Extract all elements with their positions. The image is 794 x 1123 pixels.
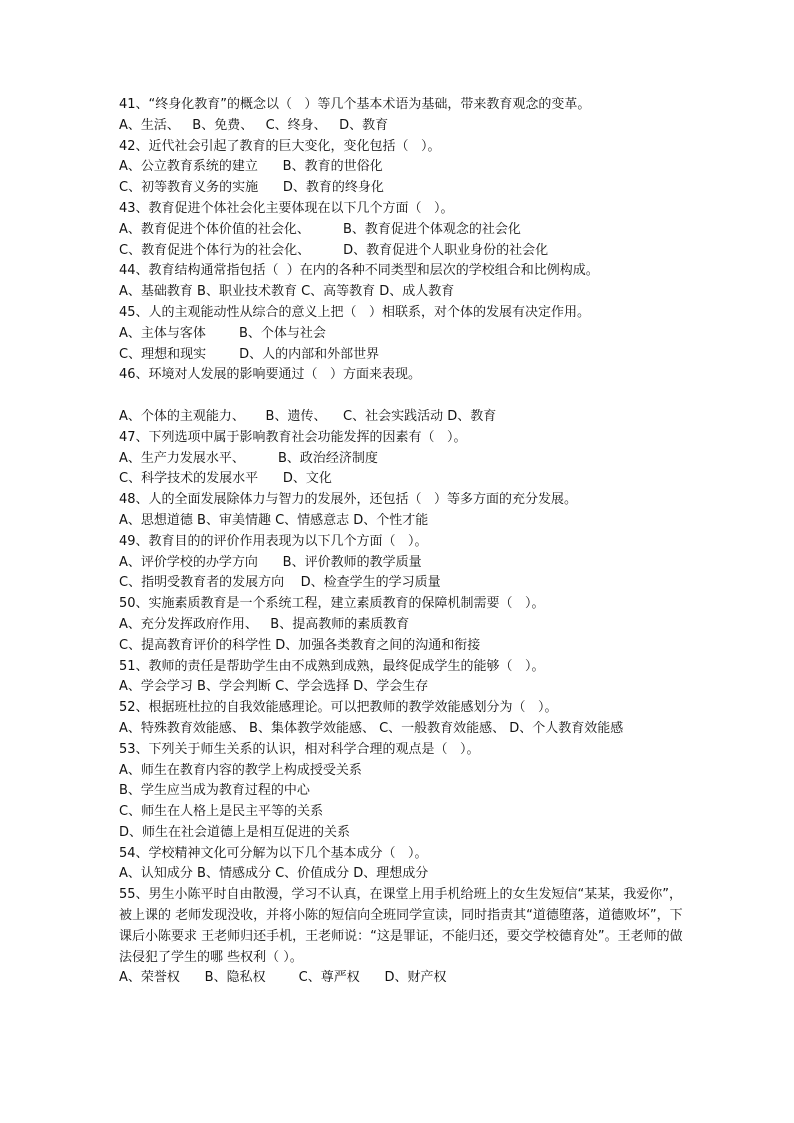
- options-50-ab: A、充分发挥政府作用、 B、提高教师的素质教育: [119, 616, 410, 632]
- options-46: A、个体的主观能力、 B、遗传、 C、社会实践活动 D、教育: [119, 408, 497, 424]
- options-45-cd: C、理想和现实 D、人的内部和外部世界: [119, 346, 380, 362]
- question-52: 52、根据班杜拉的自我效能感理论。可以把教师的教学效能感划分为（ ）。: [119, 700, 558, 716]
- question-41: 41、“终身化教育”的概念以（ ）等几个基本术语为基础，带来教育观念的变革。: [119, 97, 591, 112]
- question-50: 50、实施素质教育是一个系统工程，建立素质教育的保障机制需要（ ）。: [119, 596, 545, 612]
- options-43-cd: C、教育促进个体行为的社会化、 D、教育促进个人职业身份的社会化: [119, 242, 549, 258]
- options-49-cd: C、指明受教育者的发展方向 D、检查学生的学习质量: [119, 575, 441, 591]
- options-52: A、特殊教育效能感、 B、集体教学效能感、 C、一般教育效能感、 D、个人教育效能感: [119, 720, 624, 736]
- question-51: 51、教师的责任是帮助学生由不成熟到成熟，最终促成学生的能够（ ）。: [119, 658, 545, 674]
- option-53-a: A、师生在教育内容的教学上构成授受关系: [119, 762, 362, 778]
- options-47-ab: A、生产力发展水平、 B、政治经济制度: [119, 450, 378, 466]
- options-45-ab: A、主体与客体 B、个体与社会: [119, 325, 326, 341]
- blank-line: [119, 386, 687, 407]
- options-42-cd: C、初等教育义务的实施 D、教育的终身化: [119, 180, 384, 196]
- question-54: 54、学校精神文化可分解为以下几个基本成分（ ）。: [119, 845, 428, 861]
- options-41: A、生活、 B、免费、 C、终身、 D、教育: [119, 117, 389, 133]
- question-44: 44、教育结构通常指包括（ ）在内的各种不同类型和层次的学校组合和比例构成。: [119, 263, 599, 279]
- question-55: 55、男生小陈平时自由散漫，学习不认真，在课堂上用手机给班上的女生发短信“某某，我爱你”，被上课的 老师发现没收，并将小陈的短信向全班同学宣读，同时指责其“道德堕落，道德败坏”，下课后小陈要求 王老师归还手机，王老师说：“这是罪证，不能归还，要交学校德育处”。王老师的做法侵犯了学生的哪 些权利（ ）。: [119, 887, 683, 965]
- question-53: 53、下列关于师生关系的认识，相对科学合理的观点是（ ）。: [119, 741, 480, 757]
- options-50-cd: C、提高教育评价的科学性 D、加强各类教育之间的沟通和衔接: [119, 637, 481, 653]
- question-49: 49、教育目的的评价作用表现为以下几个方面（ ）。: [119, 533, 428, 549]
- option-53-c: C、师生在人格上是民主平等的关系: [119, 804, 324, 820]
- options-51: A、学会学习 B、学会判断 C、学会选择 D、学会生存: [119, 679, 429, 695]
- options-42-ab: A、公立教育系统的建立 B、教育的世俗化: [119, 159, 383, 175]
- options-54: A、认知成分 B、情感成分 C、价值成分 D、理想成分: [119, 866, 429, 882]
- question-43: 43、教育促进个体社会化主要体现在以下几个方面（ ）。: [119, 200, 454, 216]
- options-43-ab: A、教育促进个体价值的社会化、 B、教育促进个体观念的社会化: [119, 221, 521, 237]
- option-53-d: D、师生在社会道德上是相互促进的关系: [119, 824, 351, 840]
- options-47-cd: C、科学技术的发展水平 D、文化: [119, 471, 332, 487]
- options-44: A、基础教育 B、职业技术教育 C、高等教育 D、成人教育: [119, 284, 455, 300]
- options-49-ab: A、评价学校的办学方向 B、评价教师的教学质量: [119, 554, 422, 570]
- question-47: 47、下列选项中属于影响教育社会功能发挥的因素有（ ）。: [119, 429, 467, 445]
- option-53-b: B、学生应当成为教育过程的中心: [119, 783, 310, 799]
- options-48: A、思想道德 B、审美情趣 C、情感意志 D、个性才能: [119, 512, 429, 528]
- question-42: 42、近代社会引起了教育的巨大变化，变化包括（ ）。: [119, 138, 441, 154]
- question-46: 46、环境对人发展的影响要通过（ ）方面来表现。: [119, 367, 421, 383]
- options-55: A、荣誉权 B、隐私权 C、尊严权 D、财产权: [119, 970, 447, 986]
- question-45: 45、人的主观能动性从综合的意义上把（ ）相联系，对个体的发展有决定作用。: [119, 304, 590, 320]
- question-48: 48、人的全面发展除体力与智力的发展外，还包括（ ）等多方面的充分发展。: [119, 492, 577, 508]
- document-page: [119, 95, 687, 989]
